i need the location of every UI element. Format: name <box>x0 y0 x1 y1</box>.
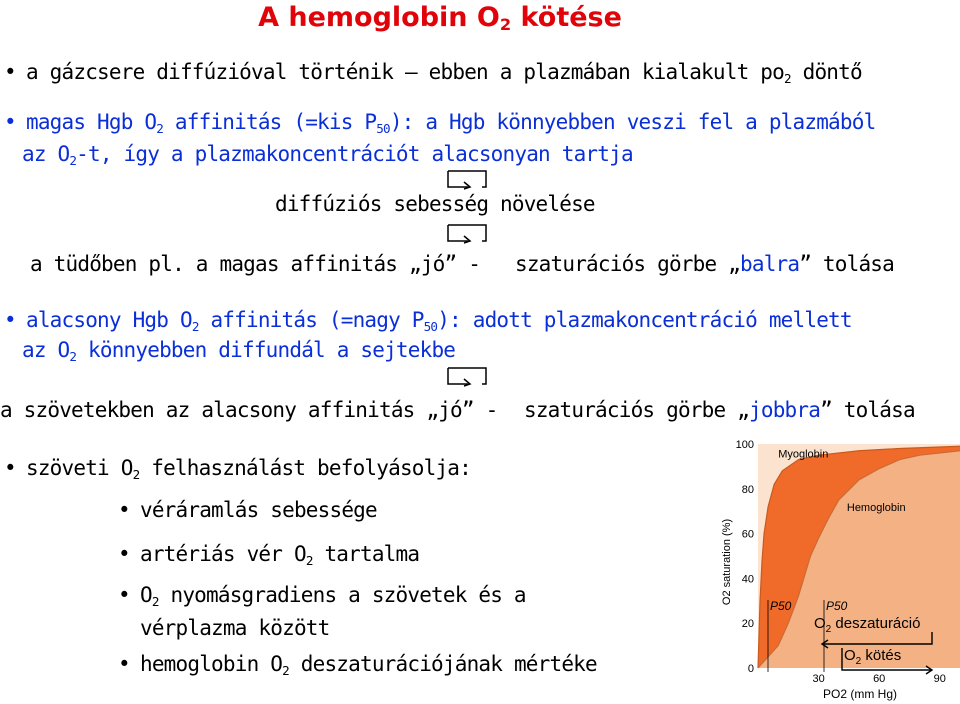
y-tick-label: 0 <box>747 663 754 675</box>
x-axis-label: PO2 (mm Hg) <box>822 687 898 701</box>
curve-right-text: szaturációs görbe „jobbra” tolása <box>524 398 915 422</box>
bullet-icon: • <box>4 308 16 332</box>
y-tick-label: 40 <box>741 573 754 586</box>
series-label-myoglobin: Myoglobin <box>778 448 829 461</box>
down-arrow-icon <box>446 222 488 244</box>
curve-left-text: szaturációs görbe „balra” tolása <box>515 252 894 276</box>
bullet-low-affinity: • alacsony Hgb $O_2$ affinitás (=nagy $P_{50}$): adott plazmakoncentráció mellett <box>4 308 852 334</box>
bullet-icon: • <box>4 60 16 84</box>
p50-hemoglobin-label: P50 <box>826 599 848 613</box>
bullet-icon: • <box>118 498 130 522</box>
y-tick-label: 80 <box>741 483 754 496</box>
down-arrow-icon <box>446 168 488 190</box>
x-tick-label: 60 <box>873 673 886 685</box>
bullet-icon: • <box>4 456 16 480</box>
lung-example-text: a tüdőben pl. a magas affinitás „jó” - <box>30 252 481 276</box>
pressure-gradient-continuation: vérplazma között <box>140 616 330 640</box>
o2-binding-label: $O_2$ kötés <box>844 647 902 667</box>
down-arrow-icon <box>446 365 488 387</box>
bullet-tissue-usage: • szöveti $O_2$ felhasználást befolyásolja: <box>4 456 471 482</box>
tissue-example-text: a szövetekben az alacsony affinitás „jó” - <box>0 398 498 422</box>
y-tick-label: 20 <box>741 618 754 631</box>
bullet-gas-exchange: • a gázcsere diffúzióval történik – ebben a plazmában kialakult $po_2$ döntő <box>4 60 862 86</box>
bullet-icon: • <box>118 542 130 566</box>
series-label-hemoglobin: Hemoglobin <box>846 502 906 515</box>
high-affinity-continuation: az $O_2-t$, így a plazmakoncentrációt alacsonyan tartja <box>22 142 633 168</box>
o2-desaturation-label: $O_2$ deszaturáció <box>814 615 921 635</box>
sub-bullet-desaturation: • hemoglobin $O_2$ deszaturációjának mértéke <box>118 652 597 678</box>
sub-bullet-pressure-gradient: • $O_2$ nyomásgradiens a szövetek és a <box>118 583 526 609</box>
y-axis-label: O2 saturation (%) <box>721 518 733 606</box>
bullet-icon: • <box>118 583 130 607</box>
y-tick-label: 100 <box>735 439 754 451</box>
p50-myoglobin-label: P50 <box>770 599 792 613</box>
x-tick-label: 30 <box>812 673 825 685</box>
sub-bullet-arterial-o2: • artériás vér $O_2$ tartalma <box>118 542 420 568</box>
bullet-icon: • <box>118 652 130 676</box>
saturation-curve-chart <box>700 432 960 704</box>
page-title: A hemoglobin $O_2$ kötése <box>258 2 622 34</box>
bullet-high-affinity: • magas Hgb $O_2$ affinitás (=kis $P_{50}$): a Hgb könnyebben veszi fel a plazmából <box>4 110 876 136</box>
sub-bullet-blood-flow: • véráramlás sebessége <box>118 498 377 522</box>
y-tick-label: 60 <box>741 528 754 541</box>
x-tick-label: 90 <box>933 673 946 685</box>
bullet-icon: • <box>4 110 16 134</box>
low-affinity-continuation: az $O_2$ könnyebben diffundál a sejtekbe <box>22 338 456 364</box>
diffusion-speed-text: diffúziós sebesség növelése <box>275 192 595 216</box>
